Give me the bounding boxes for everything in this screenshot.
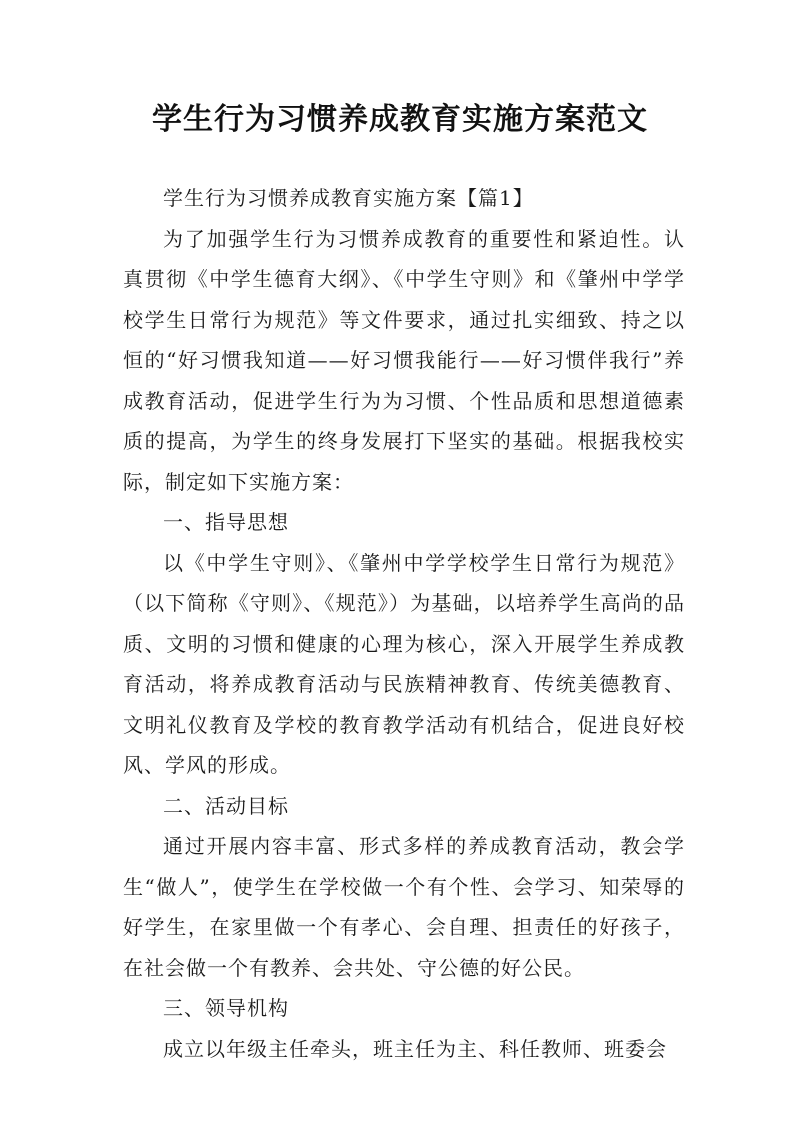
paragraph: 为了加强学生行为习惯养成教育的重要性和紧迫性。认真贯彻《中学生德育大纲》、《中学生守则》和《肇州中学学校学生日常行为规范》等文件要求，通过扎实细致、持之以恒的“好习惯我知道——好习惯我能行——好习惯伴我行”养成教育活动，促进学生行为为习惯、个性品质和思想道德素质的提高，为学生的终身发展打下坚实的基础。根据我校实际，制定如下实施方案：	[123, 226, 685, 494]
paragraph: 成立以年级主任牵头，班主任为主、科任教师、班委会	[163, 1036, 667, 1061]
section-heading: 学生行为习惯养成教育实施方案【篇1】	[163, 186, 534, 210]
paragraph: 通过开展内容丰富、形式多样的养成教育活动，教会学生“做人”，使学生在学校做一个有个性、会学习、知荣辱的好学生，在家里做一个有孝心、会自理、担责任的好孩子，在社会做一个有教养、会共处、守公德的好公民。	[123, 834, 685, 980]
section-heading: 一、指导思想	[163, 510, 289, 534]
section-heading: 二、活动目标	[163, 793, 289, 818]
document-body	[123, 178, 685, 1069]
section-heading: 三、领导机构	[163, 996, 289, 1020]
paragraph: 以《中学生守则》、《肇州中学学校学生日常行为规范》（以下简称《守则》、《规范》）为基础，以培养学生高尚的品质、文明的习惯和健康的心理为核心，深入开展学生养成教育活动，将养成教育活动与民族精神教育、传统美德教育、文明礼仪教育及学校的教育教学活动有机结合，促进良好校风、学风的形成。	[123, 550, 685, 777]
document-title: 学生行为习惯养成教育实施方案范文	[152, 102, 648, 137]
